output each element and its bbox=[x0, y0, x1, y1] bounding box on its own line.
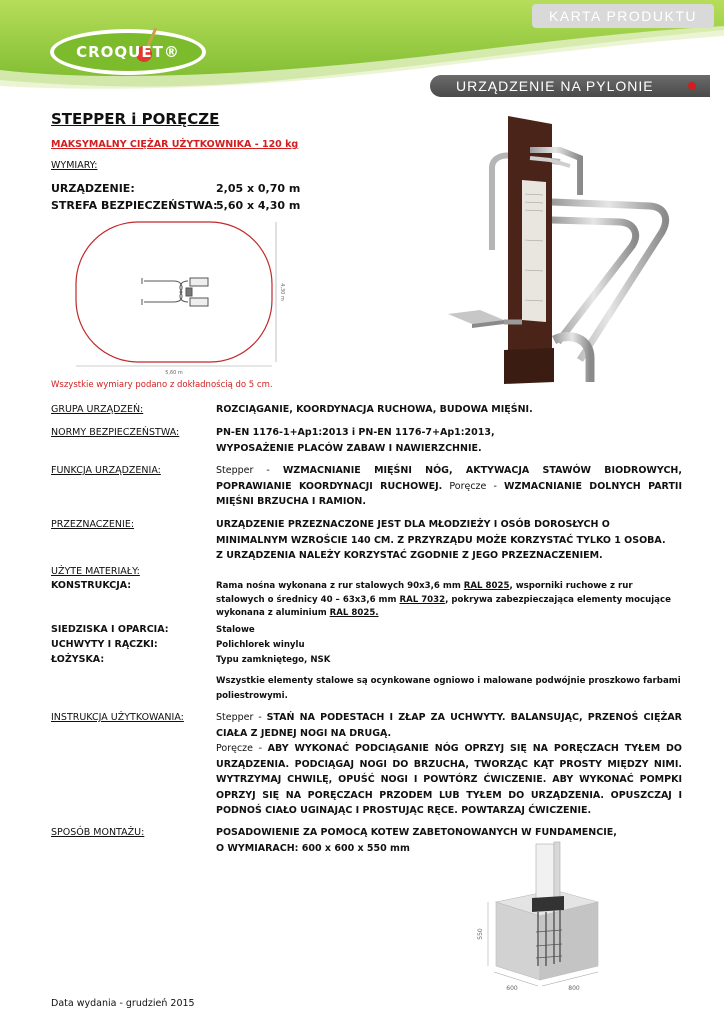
mount-line-2: O WYMIARACH: 600 x 600 x 550 mm bbox=[216, 842, 410, 854]
construction-text-1: Rama nośna wykonana z rur stalowych 90x3,6 mm bbox=[216, 581, 464, 591]
mount-line-1: POSADOWIENIE ZA POMOCĄ KOTEW ZABETONOWANYCH W FUNDAMENCIE, bbox=[216, 827, 617, 838]
seats-label: SIEDZISKA I OPARCIA: bbox=[51, 624, 169, 635]
red-dot-icon bbox=[688, 82, 696, 90]
ral-8025-cover: RAL 8025. bbox=[329, 608, 379, 618]
construction-value bbox=[216, 580, 682, 621]
instr-bars-prefix: Poręcze - bbox=[216, 743, 268, 754]
product-image bbox=[430, 110, 700, 395]
zone-width-label: 5,60 m bbox=[165, 370, 183, 376]
dimensions-label: WYMIARY: bbox=[51, 160, 98, 171]
mount-label: SPOSÓB MONTAŻU: bbox=[51, 827, 145, 838]
dim-height-label: 550 bbox=[477, 928, 484, 940]
norms-line-2: WYPOSAŻENIE PLACÓW ZABAW I NAWIERZCHNIE. bbox=[216, 442, 482, 454]
device-value: 2,05 x 0,70 m bbox=[216, 182, 301, 195]
instr-stepper-text: STAŃ NA PODESTACH I ZŁAP ZA UCHWYTY. BALANSUJĄC, PRZENOŚ CIĘŻAR CIAŁA Z JEDNEJ NOGI NA DRUGĄ. bbox=[216, 712, 683, 739]
purpose-line-2: MINIMALNYM WZROŚCIE 140 CM. Z PRZYRZĄDU MOŻE KORZYSTAĆ TYLKO 1 OSOBA. bbox=[216, 534, 666, 546]
norms-label: NORMY BEZPIECZEŃSTWA: bbox=[51, 427, 180, 438]
handles-value: Polichlorek winylu bbox=[216, 640, 305, 650]
ral-7032: RAL 7032 bbox=[399, 594, 446, 605]
purpose-line-3: Z URZĄDZENIA NALEŻY KORZYSTAĆ ZGODNIE Z JEGO PRZEZNACZENIEM. bbox=[216, 550, 603, 561]
construction-text-2: , wsporniki ruchowe z rur stalowych o średnicy 40 – 63x3,6 mm bbox=[216, 581, 633, 605]
seats-value: Stalowe bbox=[216, 625, 255, 635]
purpose-label: PRZEZNACZENIE: bbox=[51, 519, 135, 530]
purpose-line-1: URZĄDZENIE PRZEZNACZONE JEST DLA MŁODZIEŻY I OSÓB DOROSŁYCH O bbox=[216, 519, 610, 530]
issue-date: Data wydania - grudzień 2015 bbox=[51, 998, 195, 1009]
norms-value bbox=[216, 425, 682, 456]
materials-label: UŻYTE MATERIAŁY: bbox=[51, 566, 140, 577]
construction-label: KONSTRUKCJA: bbox=[51, 580, 132, 591]
zone-height-label: 4,30 m bbox=[279, 283, 285, 301]
ral-8025: RAL 8025 bbox=[463, 581, 510, 591]
group-value: ROZCIĄGANIE, KOORDYNACJA RUCHOWA, BUDOWA MIĘŚNI. bbox=[216, 404, 533, 415]
safety-zone-drawing bbox=[62, 218, 292, 378]
function-bars-text: WZMACNIANIE DOLNYCH PARTII MIĘŚNI BRZUCHA I RAMION. bbox=[216, 480, 682, 507]
purpose-value bbox=[216, 517, 682, 564]
zone-value: 5,60 x 4,30 m bbox=[216, 199, 301, 212]
max-weight: MAKSYMALNY CIĘŻAR UŻYTKOWNIKA - 120 kg bbox=[51, 139, 299, 150]
bearings-label: ŁOŻYSKA: bbox=[51, 654, 105, 665]
function-stepper-text: WZMACNIANIE MIĘŚNI NÓG, AKTYWACJA STAWÓW BIODROWYCH, POPRAWIANIE KOORDYNACJI RUCHOWEJ. bbox=[216, 465, 682, 492]
norms-line-1: PN-EN 1176-1+Ap1:2013 i PN-EN 1176-7+Ap1:2013, bbox=[216, 427, 495, 438]
zone-label: STREFA BEZPIECZEŃSTWA: bbox=[51, 199, 218, 212]
construction-text-3: , pokrywa zabezpieczająca elementy mocujące wykonana z aluminium bbox=[216, 594, 671, 618]
function-value bbox=[216, 463, 682, 510]
function-bars: Poręcze - bbox=[442, 480, 504, 492]
product-title: STEPPER i PORĘCZE bbox=[51, 110, 220, 128]
logo-text: CROQUET® bbox=[76, 43, 180, 61]
instructions-stepper bbox=[216, 710, 682, 741]
group-label: GRUPA URZĄDZEŃ: bbox=[51, 404, 144, 415]
bearings-value: Typu zamkniętego, NSK bbox=[216, 655, 331, 665]
instructions-bars bbox=[216, 741, 682, 819]
product-card-label: KARTA PRODUKTU bbox=[532, 4, 714, 28]
dimension-note: Wszystkie wymiary podano z dokładnością do 5 cm. bbox=[51, 380, 273, 390]
coating-text: Wszystkie elementy stalowe są ocynkowane ogniowo i malowane podwójnie proszkowo farbami poliestrowymi. bbox=[216, 676, 681, 701]
instr-stepper-prefix: Stepper - bbox=[216, 712, 267, 723]
dim-a-label: 600 bbox=[506, 985, 518, 992]
function-stepper: Stepper - bbox=[216, 465, 283, 476]
device-label: URZĄDZENIE: bbox=[51, 182, 135, 195]
safety-zone-outline bbox=[76, 222, 272, 362]
category-bar: URZĄDZENIE NA PYLONIE bbox=[430, 75, 710, 97]
handles-label: UCHWYTY I RĄCZKI: bbox=[51, 639, 158, 650]
instr-bars-text: ABY WYKONAĆ PODCIĄGANIE NÓG OPRZYJ SIĘ NA PORĘCZACH TYŁEM DO URZĄDZENIA. PODCIĄGAJ NOGI DO BRZUCHA, TWORZĄC KĄT PROSTY MIĘDZY NIMI. WYTRZYMAJ CHWILĘ, OPUŚĆ NOGI I POWTÓRZ ĆWICZENIE. ABY WYKONAĆ POMPKI OPRZYJ SIĘ NA PORĘCZACH PRZODEM LUB TYŁEM DO URZĄDZENIA. OPUSZCZAJ I PODNOŚ CIAŁO UGINAJĄC I PROSTUJĄC RĘCE. POWTARZAJ ĆWICZENIE. bbox=[216, 743, 683, 816]
foundation-drawing bbox=[472, 838, 622, 998]
instructions-label: INSTRUKCJA UŻYTKOWANIA: bbox=[51, 712, 184, 723]
croquet-logo bbox=[48, 26, 208, 78]
instructions-value bbox=[216, 710, 682, 819]
device-top-view bbox=[142, 278, 208, 306]
function-label: FUNKCJA URZĄDZENIA: bbox=[51, 465, 161, 476]
dim-b-label: 800 bbox=[568, 985, 580, 992]
